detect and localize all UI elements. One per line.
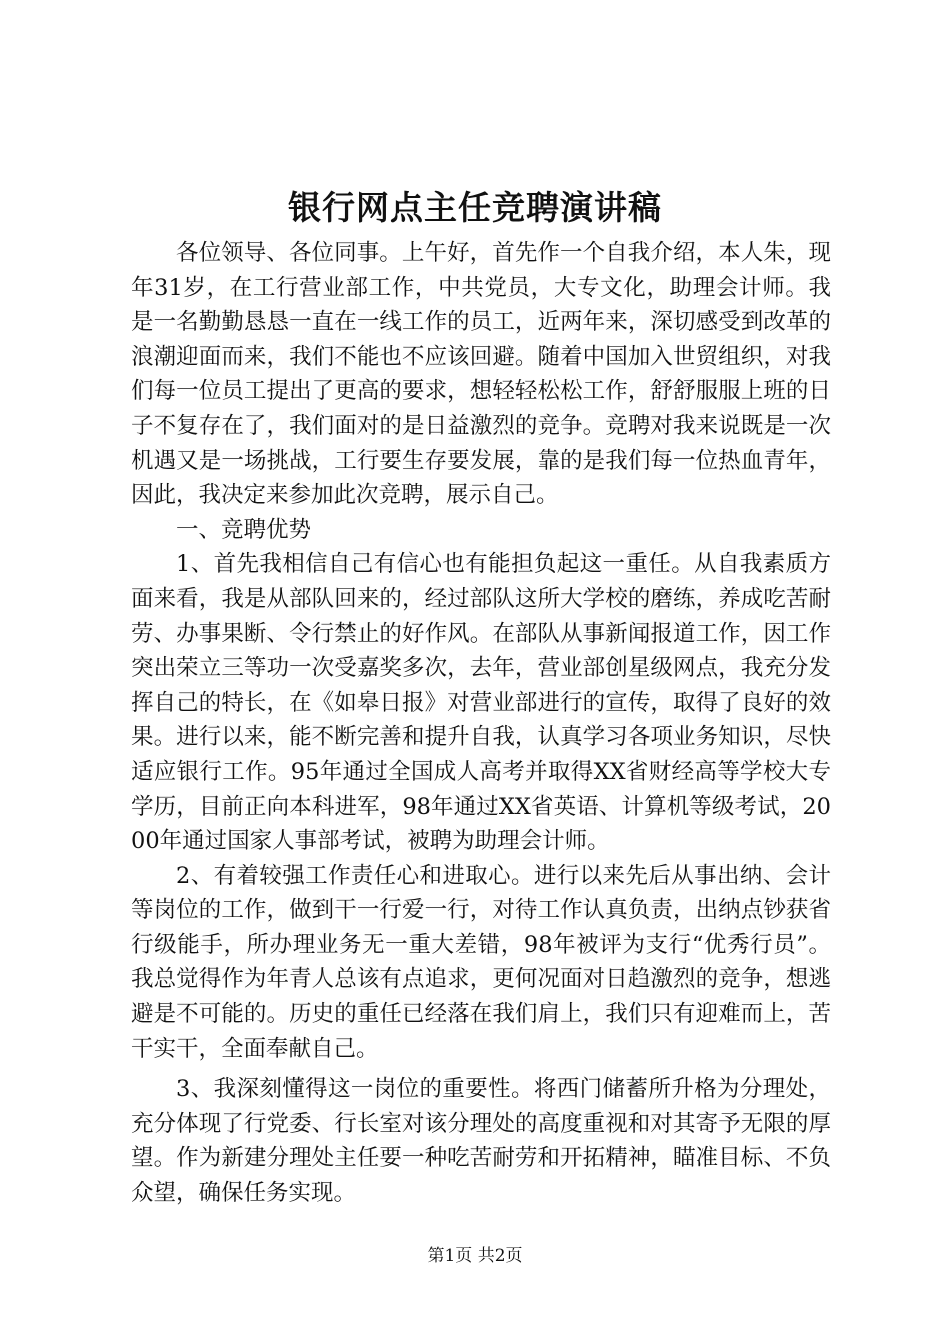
section-heading-advantages: 一、竞聘优势: [176, 516, 312, 543]
document-body: [131, 236, 831, 1211]
paragraph-point-3: 3、我深刻懂得这一岗位的重要性。将西门储蓄所升格为分理处，充分体现了行党委、行长室对该分理处的高度重视和对其寄予无限的厚望。作为新建分理处主任要一种吃苦耐劳和开拓精神，瞄准目标、不负众望，确保任务实现。: [131, 1076, 831, 1207]
paragraph-point-1: 1、首先我相信自己有信心也有能担负起这一重任。从自我素质方面来看，我是从部队回来的，经过部队这所大学校的磨练，养成吃苦耐劳、办事果断、令行禁止的好作风。在部队从事新闻报道工作，因工作突出荣立三等功一次受嘉奖多次，去年，营业部创星级网点，我充分发挥自己的特长，在《如皋日报》对营业部进行的宣传，取得了良好的效果。进行以来，能不断完善和提升自我，认真学习各项业务知识，尽快适应银行工作。95年通过全国成人高考并取得XX省财经高等学校大专学历，目前正向本科进军，98年通过XX省英语、计算机等级考试，2000年通过国家人事部考试，被聘为助理会计师。: [131, 551, 831, 855]
page-number-footer: 第1页 共2页: [427, 1246, 523, 1266]
document-title: 银行网点主任竞聘演讲稿: [288, 188, 662, 227]
paragraph-intro: 各位领导、各位同事。上午好，首先作一个自我介绍，本人朱，现年31岁，在工行营业部工作，中共党员，大专文化，助理会计师。我是一名勤勤恳恳一直在一线工作的员工，近两年来，深切感受到改革的浪潮迎面而来，我们不能也不应该回避。随着中国加入世贸组织，对我们每一位员工提出了更高的要求，想轻轻松松工作，舒舒服服上班的日子不复存在了，我们面对的是日益激烈的竞争。竞聘对我来说既是一次机遇又是一场挑战，工行要生存要发展，靠的是我们每一位热血青年，因此，我决定来参加此次竞聘，展示自己。: [131, 240, 831, 509]
paragraph-point-2: 2、有着较强工作责任心和进取心。进行以来先后从事出纳、会计等岗位的工作，做到干一行爱一行，对待工作认真负责，出纳点钞获省行级能手，所办理业务无一重大差错，98年被评为支行“优秀行员”。我总觉得作为年青人总该有点追求，更何况面对日趋激烈的竞争，想逃避是不可能的。历史的重任已经落在我们肩上，我们只有迎难而上，苦干实干，全面奉献自己。: [131, 862, 831, 1062]
